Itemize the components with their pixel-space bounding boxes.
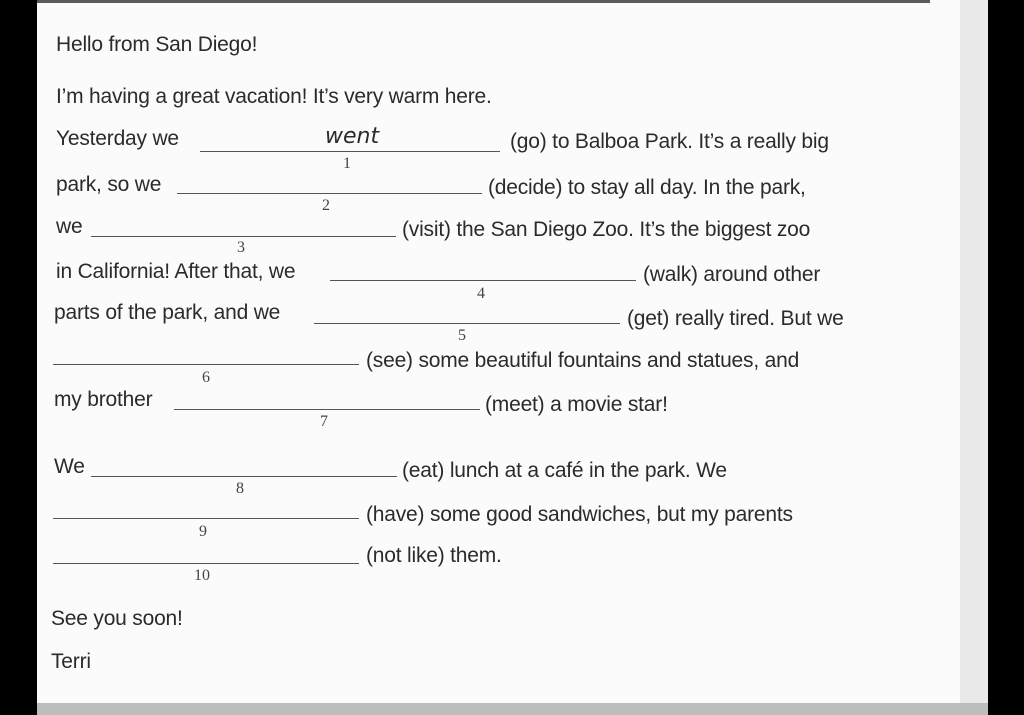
blank-number-4: 4 (477, 285, 485, 302)
sentence-part: in California! After that, we (56, 260, 296, 283)
blank-9[interactable] (53, 518, 359, 519)
blank-5[interactable] (314, 323, 620, 324)
sentence-part: (go) to Balboa Park. It’s a really big (510, 130, 829, 153)
blank-1[interactable] (200, 151, 500, 152)
sentence-part: (eat) lunch at a café in the park. We (402, 459, 727, 482)
bottom-border (37, 703, 988, 715)
sentence-part: (see) some beautiful fountains and statues, and (366, 349, 800, 372)
sentence-part: (visit) the San Diego Zoo. It’s the biggest zoo (402, 218, 811, 241)
sentence-part: my brother (54, 388, 153, 411)
signature: Terri (51, 650, 91, 673)
blank-number-8: 8 (236, 480, 244, 497)
blank-number-1: 1 (343, 155, 351, 172)
sentence-part: Yesterday we (56, 127, 179, 150)
blank-2[interactable] (177, 193, 482, 194)
sentence-part: (not like) them. (366, 544, 502, 567)
blank-number-3: 3 (237, 239, 245, 256)
sentence-part: we (56, 215, 83, 238)
intro-line: I’m having a great vacation! It’s very warm here. (56, 85, 492, 108)
blank-number-2: 2 (322, 197, 330, 214)
sentence-part: (meet) a movie star! (485, 393, 668, 416)
page-edge-shadow (960, 0, 988, 715)
blank-number-10: 10 (194, 567, 210, 584)
worksheet-page (37, 0, 960, 715)
top-border (37, 0, 930, 3)
sentence-part: (walk) around other (643, 263, 821, 286)
blank-4[interactable] (330, 280, 636, 281)
blank-10[interactable] (53, 563, 359, 564)
sentence-part: (get) really tired. But we (627, 307, 844, 330)
sentence-part: (decide) to stay all day. In the park, (488, 176, 806, 199)
blank-7[interactable] (174, 409, 480, 410)
blank-8[interactable] (91, 476, 397, 477)
sentence-part: park, so we (56, 173, 162, 196)
greeting: Hello from San Diego! (56, 33, 258, 56)
sentence-part: We (54, 455, 85, 478)
blank-number-7: 7 (320, 413, 328, 430)
answer-1: went (325, 124, 380, 149)
sentence-part: parts of the park, and we (54, 301, 281, 324)
sentence-part: (have) some good sandwiches, but my parents (366, 503, 793, 526)
blank-3[interactable] (91, 236, 396, 237)
blank-number-6: 6 (202, 369, 210, 386)
blank-number-5: 5 (458, 327, 466, 344)
blank-number-9: 9 (199, 523, 207, 540)
blank-6[interactable] (53, 364, 359, 365)
closing: See you soon! (51, 607, 183, 630)
